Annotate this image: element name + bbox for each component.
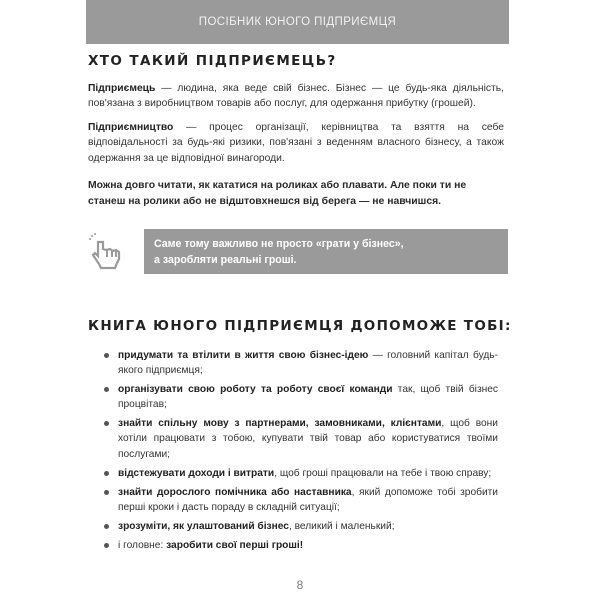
definition-entrepreneurship-text: — процес організації, керівництва та взяття на себе відповідальності за будь-які ризики, пов'язані з веденням власного бізнесу, а також одержання за це відповідної винагороди. [88, 121, 504, 164]
term-entrepreneur: Підприємець [88, 83, 156, 94]
definition-entrepreneur-text: — людина, яка веде свій бізнес. Бізнес — це будь-яка діяльність, пов'язана з виробництвом товарів або послуг, для одержання прибутку (грошей). [88, 83, 504, 110]
list-item [104, 348, 498, 378]
definition-entrepreneurship [88, 120, 504, 166]
pointing-hand-icon [88, 232, 128, 272]
callout-line-1: Саме тому важливо не просто «грати у бізнес», [154, 238, 404, 250]
list-item-bold: заробити свої перші гроші! [166, 540, 304, 552]
list-item-bold: знайти дорослого помічника або наставника [118, 486, 352, 498]
list-item-text: , щоб гроші працювали на тебе і твою справу; [274, 467, 492, 479]
list-item-bold: придумати та втілити в життя свою бізнес-ідею [118, 350, 369, 361]
callout-line-2: а заробляти реальні гроші. [154, 253, 297, 266]
list-item-bold: знайти спільну мову з партнерами, замовниками, клієнтами [118, 418, 442, 430]
callout-box [144, 229, 508, 274]
list-item [104, 538, 498, 553]
list-item [104, 466, 498, 481]
callout [88, 229, 508, 274]
list-item [104, 519, 498, 534]
learning-note: Можна довго читати, як кататися на роликах або плавати. Але поки ти не станеш на ролики або не відштовхнешся від берега — не навчишся. [88, 180, 467, 208]
benefits-list [104, 348, 498, 557]
list-item [104, 416, 498, 461]
list-item [104, 382, 498, 412]
running-header: ПОСІБНИК ЮНОГО ПІДПРИЄМЦЯ [198, 16, 397, 28]
term-entrepreneurship: Підприємництво [88, 121, 174, 133]
list-item-text: , великий і маленький; [288, 520, 395, 532]
list-item-prefix: і головне: [118, 540, 167, 552]
list-item-bold: організувати свою роботу та роботу своєї команди [118, 384, 393, 396]
list-item-text: так, щоб твій бізнес процвітав; [118, 384, 498, 411]
page-number: 8 [296, 578, 304, 592]
list-item-bold: відстежувати доходи і витрати [118, 467, 275, 479]
list-item-text: — головний капітал будь-якого підприємця; [118, 350, 499, 377]
header-band [86, 0, 509, 44]
intro-section [88, 48, 504, 210]
list-item [104, 485, 498, 515]
book-section-title: КНИГА ЮНОГО ПІДПРИЄМЦЯ ДОПОМОЖЕ ТОБІ: [88, 318, 512, 334]
list-item-text: , щоб вони хотіли працювати з тобою, купувати твій товар або користуватися твоїми послугами; [118, 418, 499, 460]
list-item-text: , який допоможе тобі зробити перші кроки і дасть пораду в складній ситуації; [118, 486, 498, 513]
definition-entrepreneur [88, 81, 504, 112]
list-item-bold: зрозуміти, як улаштований бізнес [118, 520, 289, 532]
section-title: ХТО ТАКИЙ ПІДПРИЄМЕЦЬ? [88, 53, 337, 69]
